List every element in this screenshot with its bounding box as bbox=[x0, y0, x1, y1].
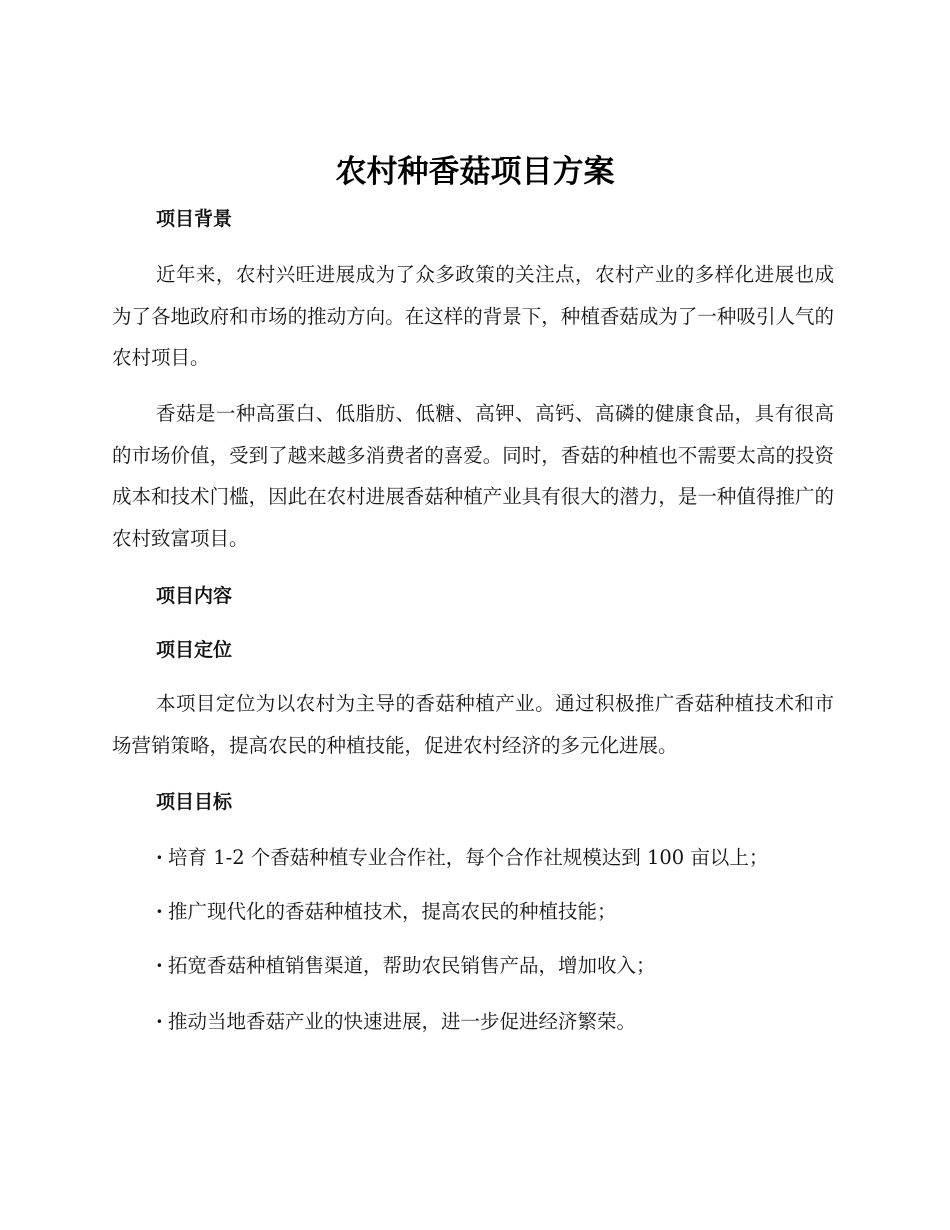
paragraph-positioning: 本项目定位为以农村为主导的香菇种植产业。通过积极推广香菇种植技术和市场营销策略，提高农民的种植技能，促进农村经济的多元化进展。 bbox=[112, 692, 834, 757]
section-heading-background: 项目背景 bbox=[156, 208, 233, 230]
bullet-marker: · bbox=[156, 1010, 163, 1033]
goal-text: 推广现代化的香菇种植技术，提高农民的种植技能； bbox=[168, 900, 617, 923]
paragraph-background-2: 香菇是一种高蛋白、低脂肪、低糖、高钾、高钙、高磷的健康食品，具有很高的市场价值，受到了越来越多消费者的喜爱。同时，香菇的种植也不需要太高的投资成本和技术门槛，因此在农村进展香菇种植产业具有很大的潜力，是一种值得推广的农村致富项目。 bbox=[112, 402, 834, 550]
section-heading-positioning: 项目定位 bbox=[156, 639, 233, 661]
paragraph-background-1: 近年来，农村兴旺进展成为了众多政策的关注点，农村产业的多样化进展也成为了各地政府和市场的推动方向。在这样的背景下，种植香菇成为了一种吸引人气的农村项目。 bbox=[112, 263, 834, 369]
bullet-marker: · bbox=[156, 846, 163, 869]
bullet-marker: · bbox=[156, 954, 163, 977]
goal-text: 推动当地香菇产业的快速进展，进一步促进经济繁荣。 bbox=[168, 1010, 637, 1033]
section-heading-content: 项目内容 bbox=[156, 585, 233, 607]
goal-list-item bbox=[156, 897, 617, 927]
bullet-marker: · bbox=[156, 900, 163, 923]
goal-list-item bbox=[156, 1007, 636, 1037]
document-title: 农村种香菇项目方案 bbox=[335, 154, 615, 190]
goal-text: 拓宽香菇种植销售渠道，帮助农民销售产品，增加收入； bbox=[168, 954, 656, 977]
goal-list-item bbox=[156, 843, 768, 873]
section-heading-goals: 项目目标 bbox=[156, 791, 233, 813]
goal-list-item bbox=[156, 951, 656, 981]
goal-text: 培育 1-2 个香菇种植专业合作社，每个合作社规模达到 100 亩以上； bbox=[168, 846, 769, 869]
